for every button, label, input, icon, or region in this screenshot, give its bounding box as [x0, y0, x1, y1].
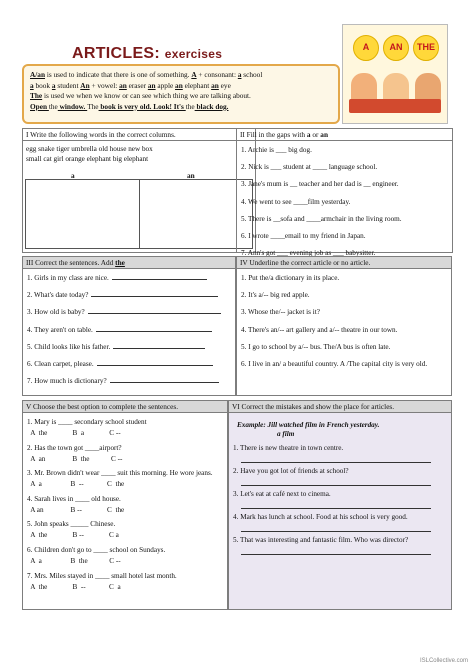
intro-text: is used to indicate that there is one of something. [45, 70, 192, 79]
section-6-box [228, 400, 452, 610]
list-item[interactable]: 1. Archie is ___ big dog. [241, 146, 312, 155]
intro-line [30, 70, 332, 81]
article-bubble-an: AN [383, 35, 409, 61]
intro-rule-box [22, 64, 340, 124]
list-item [27, 418, 223, 438]
section-4-title: IV Underline the correct article or no article. [237, 257, 451, 269]
underline-list [237, 269, 451, 369]
intro-text: + vowel: [89, 80, 120, 90]
intro-line [30, 102, 332, 113]
intro-key-term: The [30, 91, 43, 101]
section-1-title: I Write the following words in the correct columns. [23, 129, 255, 141]
question-text: 3. Mr. Brown didn't wear ____ suit this morning. He wore jeans. [27, 469, 213, 478]
column-an-heading: an [187, 171, 195, 180]
section-2-box [236, 128, 453, 258]
sentence-text: 3. How old is baby? [27, 308, 85, 317]
list-item [233, 490, 447, 509]
list-item[interactable]: 6. I wrote ____email to my friend in Japan. [241, 232, 366, 241]
intro-text: the [185, 101, 195, 111]
list-item[interactable]: 6. I live in an/ a beautiful country. A /The capital city is very old. [241, 360, 428, 369]
intro-text: school [241, 70, 263, 79]
sorting-columns [25, 179, 253, 249]
intro-key-term: a [237, 70, 242, 79]
list-item[interactable] [27, 291, 231, 300]
list-item[interactable]: 3. Jane's mum is __ teacher and her dad is __ engineer. [241, 180, 399, 189]
sentence-text: 1. Girls in my class are nice. [27, 274, 109, 283]
sentence-text: 4. Mark has lunch at school. Food at his school is very good. [233, 513, 408, 522]
intro-text: is used we when we know or can see which thing we are talking about. [42, 91, 251, 101]
example-sentence: Example: Jill watched film in French yesterday. [237, 421, 380, 430]
intro-key-term: Open [30, 101, 49, 111]
question-text: 1. Mary is ____ secondary school student [27, 418, 147, 427]
list-item[interactable]: 4. We went to see ____film yesterday. [241, 197, 351, 206]
answer-options[interactable]: A the B -- C a [27, 582, 121, 591]
intro-text: book [33, 80, 52, 90]
answer-line[interactable] [110, 377, 219, 383]
intro-text: elephant [182, 80, 212, 90]
list-item [27, 572, 223, 592]
sentence-text: 1. There is new theatre in town centre. [233, 444, 344, 453]
word-bank-line: egg snake tiger umbrella old house new box [26, 145, 153, 154]
answer-line[interactable] [241, 480, 431, 486]
section-1-box [22, 128, 256, 253]
section-5-title: V Choose the best option to complete the sentences. [23, 401, 227, 413]
sentence-text: 2. What's date today? [27, 291, 89, 300]
list-item[interactable]: 7. Ann's got ___ evening job as ___ babysitter. [241, 249, 376, 258]
section-3-title: III Correct the sentences. Add the [23, 257, 235, 269]
intro-key-term: an [119, 80, 127, 90]
list-item[interactable] [27, 326, 231, 335]
list-item [27, 546, 223, 566]
word-bank [23, 141, 255, 164]
answer-options[interactable]: A a B the C -- [27, 557, 121, 566]
list-item [233, 467, 447, 486]
sentence-text: 6. Clean carpet, please. [27, 360, 94, 369]
list-item [233, 444, 447, 463]
list-item [27, 444, 223, 464]
article-bubble-the: THE [413, 35, 439, 61]
watermark: ISLCollective.com [419, 658, 468, 664]
list-item [27, 469, 223, 489]
column-a-area[interactable] [26, 180, 139, 248]
intro-text: eye [218, 80, 231, 90]
list-item[interactable] [27, 274, 231, 283]
list-item [233, 536, 447, 555]
sentence-text: 3. Let's eat at café next to cinema. [233, 490, 331, 499]
question-text: 5. John speaks _____ Chinese. [27, 520, 116, 529]
answer-line[interactable] [113, 343, 205, 349]
column-a-heading: a [71, 171, 75, 180]
gap-fill-list [237, 141, 452, 258]
list-item[interactable]: 5. I go to school by a/-- bus. The/A bus is often late. [241, 342, 391, 351]
intro-text: student [55, 80, 81, 90]
list-item[interactable]: 2. Nick is ___ student at ____ language school. [241, 163, 378, 172]
intro-key-term: An [80, 80, 90, 90]
answer-options[interactable]: A the B -- C a [27, 531, 119, 540]
correction-list [23, 269, 235, 386]
question-text: 2. Has the town got ____airport? [27, 443, 122, 452]
intro-key-term: book is very old. Look! It's [98, 101, 186, 111]
intro-key-term: an [175, 80, 183, 90]
intro-key-term: window. [57, 101, 88, 111]
answer-line[interactable] [97, 360, 213, 366]
intro-key-term: black dog. [194, 101, 229, 111]
intro-key-term: an [147, 80, 156, 90]
answer-line[interactable] [241, 526, 431, 532]
intro-key-term: an [211, 80, 219, 90]
page-title: ARTICLES: exercises [72, 45, 223, 62]
section-4-box [236, 256, 452, 396]
section-6-title: VI Correct the mistakes and show the place for articles. [229, 401, 451, 413]
list-item [27, 520, 223, 540]
answer-options[interactable]: A an B the C -- [27, 454, 123, 463]
intro-text: The [87, 101, 99, 111]
question-text: 7. Mrs. Miles stayed in ____ small hotel last month. [27, 571, 177, 580]
intro-text: the [48, 101, 58, 111]
list-item [27, 495, 223, 515]
sentence-text: 2. Have you got lot of friends at school? [233, 467, 349, 476]
intro-key-term: a [30, 80, 34, 90]
classroom-kids-illustration [342, 24, 448, 124]
intro-text: apple [155, 80, 176, 90]
list-item[interactable]: 5. There is __sofa and ____armchair in the living room. [241, 214, 402, 223]
article-bubble-a: A [353, 35, 379, 61]
answer-line[interactable] [241, 457, 431, 463]
example-correction: a film [277, 430, 295, 439]
list-item[interactable] [27, 377, 231, 386]
section-2-title: II Fill in the gaps with a or an [237, 129, 452, 141]
intro-key-term: A/an [30, 70, 46, 79]
list-item[interactable] [27, 360, 231, 369]
question-text: 6. Children don't go to ____ school on Sundays. [27, 546, 166, 555]
intro-text: + consonant: [196, 70, 238, 79]
answer-options[interactable]: A the B a C -- [27, 429, 121, 438]
intro-line [30, 91, 332, 102]
intro-key-term: a [51, 80, 56, 90]
sentence-text: 7. How much is dictionary? [27, 377, 107, 386]
school-desk [349, 99, 441, 113]
list-item[interactable]: 2. It's a/-- big red apple. [241, 291, 310, 300]
sentence-text: 4. They aren't on table. [27, 325, 93, 334]
answer-line[interactable] [91, 291, 218, 297]
sentence-text: 5. Child looks like his father. [27, 342, 111, 351]
list-item [233, 513, 447, 532]
list-item[interactable]: 3. Whose the/-- jacket is it? [241, 308, 320, 317]
intro-key-term: A [191, 70, 197, 79]
answer-line[interactable] [96, 326, 212, 332]
column-an-area[interactable] [139, 180, 253, 248]
list-item[interactable] [27, 343, 231, 352]
answer-line[interactable] [88, 308, 222, 314]
question-text: 4. Sarah lives in ____ old house. [27, 494, 121, 503]
list-item[interactable]: 4. There's an/-- art gallery and a/-- theatre in our town. [241, 325, 398, 334]
answer-line[interactable] [241, 549, 431, 555]
sentence-text: 5. That was interesting and fantastic film. Who was director? [233, 536, 409, 545]
section-5-box [22, 400, 228, 610]
mistake-list [229, 439, 451, 555]
answer-options[interactable]: A a B -- C the [27, 480, 125, 489]
list-item[interactable] [27, 308, 231, 317]
intro-text: eraser [126, 80, 148, 90]
intro-line [30, 81, 332, 92]
word-bank-line: small cat girl orange elephant big elephant [26, 154, 149, 163]
answer-options[interactable]: A an B -- C the [27, 505, 125, 514]
answer-line[interactable] [112, 274, 207, 280]
list-item[interactable]: 1. Put the/a dictionary in its place. [241, 274, 340, 283]
section-3-box [22, 256, 236, 396]
multiple-choice-list [23, 413, 227, 592]
answer-line[interactable] [241, 503, 431, 509]
